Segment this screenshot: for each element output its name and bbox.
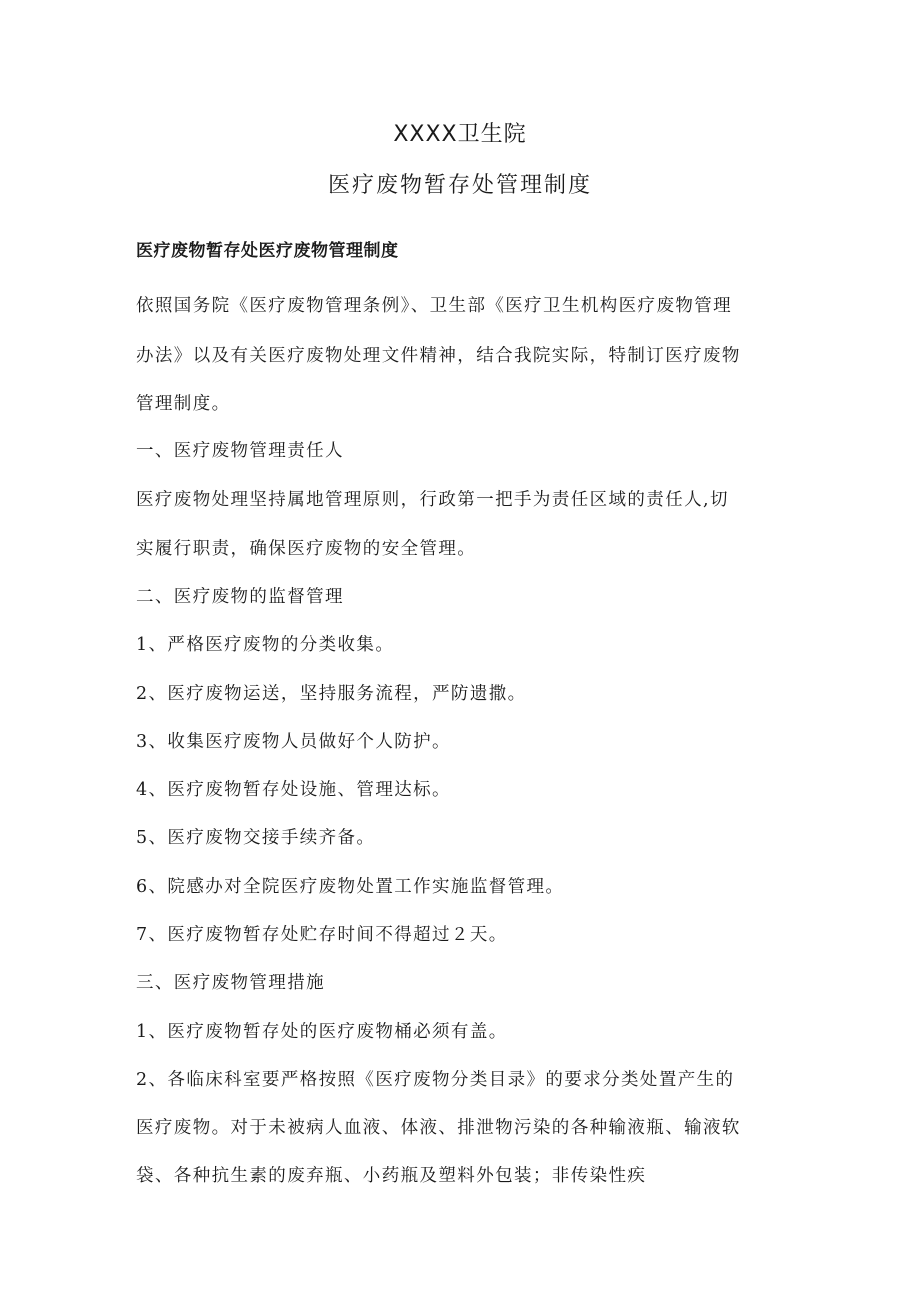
list-item-continuation: 医疗废物。对于未被病人血液、体液、排泄物污染的各种输液瓶、输液软 — [136, 1118, 741, 1138]
section-heading-1: 一、医疗废物管理责任人 — [136, 441, 344, 461]
section1-line: 实履行职责，确保医疗废物的安全管理。 — [136, 539, 477, 559]
list-item: 6、院感办对全院医疗废物处置工作实施监督管理。 — [136, 877, 565, 897]
intro-line: 依照国务院《医疗废物管理条例》、卫生部《医疗卫生机构医疗废物管理 — [136, 296, 733, 316]
list-item: 2、医疗废物运送，坚持服务流程，严防遗撒。 — [136, 684, 527, 704]
list-item: 1、医疗废物暂存处的医疗废物桶必须有盖。 — [136, 1022, 508, 1042]
intro-line: 管理制度。 — [136, 394, 231, 414]
section-heading-2: 二、医疗废物的监督管理 — [136, 587, 344, 607]
list-item: 7、医疗废物暂存处贮存时间不得超过２天。 — [136, 925, 508, 945]
list-item: 3、收集医疗废物人员做好个人防护。 — [136, 732, 451, 752]
list-item: 4、医疗废物暂存处设施、管理达标。 — [136, 780, 451, 800]
section-heading-3: 三、医疗废物管理措施 — [136, 973, 325, 993]
list-item: 2、各临床科室要严格按照《医疗废物分类目录》的要求分类处置产生的 — [136, 1070, 735, 1090]
section1-line: 医疗废物处理坚持属地管理原则，行政第一把手为责任区域的责任人,切 — [136, 490, 729, 510]
list-item-continuation: 袋、各种抗生素的废弃瓶、小药瓶及塑料外包装；非传染性疾 — [136, 1166, 647, 1186]
intro-line: 办法》以及有关医疗废物处理文件精神，结合我院实际，特制订医疗废物 — [136, 346, 741, 366]
org-title: XXXX卫生院 — [393, 122, 527, 147]
document-subheading: 医疗废物暂存处医疗废物管理制度 — [136, 241, 399, 261]
document-title: 医疗废物暂存处管理制度 — [327, 173, 592, 198]
list-item: 1、严格医疗废物的分类收集。 — [136, 635, 395, 655]
list-item: 5、医疗废物交接手续齐备。 — [136, 828, 376, 848]
